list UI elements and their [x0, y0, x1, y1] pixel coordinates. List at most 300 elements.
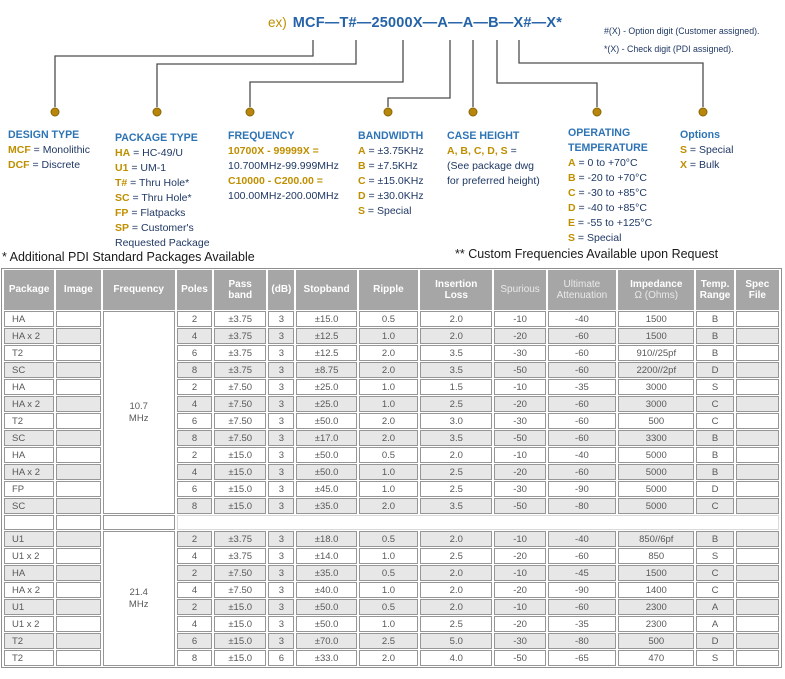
cell-db: 3: [268, 633, 294, 649]
cell-spec-file: [736, 633, 779, 649]
cell-spurious: -10: [494, 565, 545, 581]
cell-db: 3: [268, 447, 294, 463]
cell-db: 6: [268, 650, 294, 666]
legend-item: [228, 144, 339, 159]
cell-ultimate-attenuation: -60: [548, 345, 616, 361]
cell-passband: ±3.75: [214, 531, 266, 547]
legend-item: [568, 201, 652, 216]
cell-package: U1 x 2: [4, 616, 54, 632]
cell-spurious: -30: [494, 633, 545, 649]
cell-ripple: 1.0: [359, 582, 418, 598]
cell-impedance: 3300: [618, 430, 694, 446]
header-line-1: (dB): [271, 284, 292, 296]
legend-item: [568, 156, 652, 171]
cell-ultimate-attenuation: -60: [548, 396, 616, 412]
header-line-1: Pass: [228, 278, 252, 290]
cell-stopband: ±8.75: [296, 362, 356, 378]
cell-db: 3: [268, 498, 294, 514]
cell-ultimate-attenuation: -65: [548, 650, 616, 666]
cell-spec-file: [736, 616, 779, 632]
cell-spurious: -50: [494, 498, 545, 514]
cell-frequency: [103, 531, 175, 666]
category-options: [680, 128, 733, 173]
cell-temp-range: B: [696, 345, 733, 361]
cell-temp-range: C: [696, 565, 733, 581]
cell-passband: ±7.50: [214, 396, 266, 412]
cell-impedance: 1500: [618, 565, 694, 581]
legend-code: E: [568, 217, 576, 229]
cell-spec-file: [736, 379, 779, 395]
separator-row: [4, 515, 779, 530]
cell-temp-range: D: [696, 362, 733, 378]
cell-insertion-loss: 3.0: [420, 413, 492, 429]
cell-spurious: -30: [494, 481, 545, 497]
cell-spurious: -10: [494, 531, 545, 547]
category-package-type: [115, 131, 210, 251]
cell-package: T2: [4, 345, 54, 361]
legend-item: [447, 174, 540, 189]
cell-package: U1 x 2: [4, 548, 54, 564]
cell-ripple: 2.0: [359, 430, 418, 446]
legend-value: for preferred height): [447, 175, 540, 187]
cell-temp-range: C: [696, 396, 733, 412]
legend-value: = ±7.5KHz: [365, 160, 418, 172]
cell-insertion-loss: 2.0: [420, 599, 492, 615]
cell-ripple: 2.0: [359, 413, 418, 429]
cell-temp-range: A: [696, 599, 733, 615]
legend-value: = Special: [575, 232, 622, 244]
note-option-digit: #(X) - Option digit (Customer assigned).: [604, 26, 760, 36]
cell-package: HA x 2: [4, 582, 54, 598]
cell-impedance: 5000: [618, 447, 694, 463]
cell-ultimate-attenuation: -60: [548, 328, 616, 344]
cell-stopband: ±45.0: [296, 481, 356, 497]
legend-code: SC: [115, 192, 130, 204]
cell-image: [56, 481, 100, 497]
legend-item: [115, 236, 210, 251]
footnote-additional-packages: * Additional PDI Standard Packages Available: [2, 250, 255, 264]
cell-spurious: -10: [494, 447, 545, 463]
cell-poles: 4: [177, 616, 212, 632]
cell-poles: 8: [177, 650, 212, 666]
header-line-1: Insertion: [435, 278, 478, 290]
spec-table-body: [4, 311, 779, 666]
header-line-1: Ripple: [373, 284, 404, 296]
cell-package: U1: [4, 599, 54, 615]
category-title: DESIGN TYPE: [8, 129, 80, 141]
cell-package: HA: [4, 379, 54, 395]
legend-code: X: [680, 159, 688, 171]
cell-impedance: 1400: [618, 582, 694, 598]
legend-value: =: [507, 145, 517, 157]
legend-code: HA: [115, 147, 131, 159]
connector-dot: [384, 108, 392, 116]
legend-value: = -40 to +85°C: [575, 202, 647, 214]
cell-spec-file: [736, 328, 779, 344]
category-title: Options: [680, 129, 721, 141]
cell-stopband: ±15.0: [296, 311, 356, 327]
legend-item: [115, 146, 210, 161]
cell-stopband: ±50.0: [296, 447, 356, 463]
cell-insertion-loss: 2.0: [420, 311, 492, 327]
cell-image: [56, 328, 100, 344]
connector-dot: [51, 108, 59, 116]
cell-ultimate-attenuation: -60: [548, 430, 616, 446]
header-line-1: Frequency: [113, 284, 164, 296]
part-number-diagram: [0, 0, 785, 248]
legend-code: S: [358, 205, 366, 217]
cell-insertion-loss: 5.0: [420, 633, 492, 649]
cell-image: [56, 464, 100, 480]
cell-stopband: ±14.0: [296, 548, 356, 564]
legend-value: = Bulk: [687, 159, 720, 171]
cell-poles: 4: [177, 582, 212, 598]
cell-spec-file: [736, 396, 779, 412]
category-operating-temperature: [568, 126, 652, 246]
cell-spurious: -20: [494, 548, 545, 564]
cell-passband: ±15.0: [214, 447, 266, 463]
legend-item: [680, 143, 733, 158]
cell-package: HA: [4, 311, 54, 327]
cell-spec-file: [736, 650, 779, 666]
col-header-insertion-loss: [420, 270, 492, 310]
cell-insertion-loss: 2.5: [420, 616, 492, 632]
cell-poles: 6: [177, 481, 212, 497]
cell-temp-range: S: [696, 379, 733, 395]
cell-ripple: 1.0: [359, 396, 418, 412]
cell-poles: 6: [177, 345, 212, 361]
cell-stopband: ±18.0: [296, 531, 356, 547]
part-number-notes: [604, 22, 759, 58]
legend-item: [358, 189, 424, 204]
legend-value: = Thru Hole*: [129, 192, 192, 204]
cell-spec-file: [736, 311, 779, 327]
cell-db: 3: [268, 464, 294, 480]
cell-ripple: 1.0: [359, 548, 418, 564]
legend-code: 10700X - 99999X =: [228, 145, 319, 157]
legend-value: = HC-49/U: [130, 147, 183, 159]
cell-poles: 2: [177, 565, 212, 581]
legend-item: [568, 171, 652, 186]
cell-spec-file: [736, 447, 779, 463]
cell-ultimate-attenuation: -80: [548, 633, 616, 649]
legend-item: [115, 176, 210, 191]
legend-value: = Customer's: [129, 222, 194, 234]
cell-ultimate-attenuation: -45: [548, 565, 616, 581]
cell-temp-range: B: [696, 328, 733, 344]
cell-db: 3: [268, 362, 294, 378]
cell-ripple: 2.0: [359, 498, 418, 514]
cell-stopband: ±70.0: [296, 633, 356, 649]
header-line-2: band: [228, 290, 253, 301]
cell-insertion-loss: 3.5: [420, 498, 492, 514]
cell-poles: 8: [177, 430, 212, 446]
cell-stopband: ±17.0: [296, 430, 356, 446]
legend-value: = Special: [365, 205, 412, 217]
cell-insertion-loss: 2.0: [420, 447, 492, 463]
cell-insertion-loss: 3.5: [420, 362, 492, 378]
col-header-spec-file: [736, 270, 779, 310]
legend-value: = Special: [687, 144, 734, 156]
header-line-1: Ultimate: [563, 278, 601, 290]
cell-temp-range: D: [696, 481, 733, 497]
cell-poles: 4: [177, 328, 212, 344]
cell-image: [56, 531, 100, 547]
cell-impedance: 2200//2pf: [618, 362, 694, 378]
cell-stopband: ±35.0: [296, 565, 356, 581]
cell-ultimate-attenuation: -40: [548, 531, 616, 547]
cell-spurious: -20: [494, 582, 545, 598]
cell-spurious: -50: [494, 362, 545, 378]
header-row: [4, 270, 779, 310]
cell-passband: ±3.75: [214, 362, 266, 378]
cell-image: [56, 345, 100, 361]
cell-image: [56, 498, 100, 514]
legend-value: = -55 to +125°C: [575, 217, 653, 229]
cell-spec-file: [736, 464, 779, 480]
cell-ultimate-attenuation: -60: [548, 413, 616, 429]
legend-value: = ±15.0KHz: [365, 175, 424, 187]
col-header-db: [268, 270, 294, 310]
cell-db: 3: [268, 345, 294, 361]
cell-package: SC: [4, 498, 54, 514]
legend-item: [568, 231, 652, 246]
legend-code: D: [568, 202, 576, 214]
legend-code: C: [358, 175, 366, 187]
spec-table: [1, 268, 782, 668]
legend-item: [680, 158, 733, 173]
cell-package: SC: [4, 430, 54, 446]
cell-spurious: -20: [494, 328, 545, 344]
connector-package-type: [157, 40, 356, 107]
legend-value: 10.700MHz-99.999MHz: [228, 160, 339, 172]
cell-spurious: -30: [494, 413, 545, 429]
col-header-ripple: [359, 270, 418, 310]
legend-code: S: [568, 232, 576, 244]
cell-frequency: [103, 311, 175, 514]
cell-ultimate-attenuation: -35: [548, 379, 616, 395]
legend-value: = ±3.75KHz: [365, 145, 424, 157]
legend-item: [358, 159, 424, 174]
legend-item: [8, 158, 90, 173]
legend-value: 100.00MHz-200.00MHz: [228, 190, 339, 202]
cell-package: [4, 515, 54, 530]
cell-package: FP: [4, 481, 54, 497]
cell-ultimate-attenuation: -60: [548, 362, 616, 378]
header-line-2: Attenuation: [556, 290, 608, 301]
cell-ultimate-attenuation: -60: [548, 599, 616, 615]
legend-value: = Monolithic: [30, 144, 90, 156]
cell-db: 3: [268, 565, 294, 581]
legend-value: = ±30.0KHz: [365, 190, 424, 202]
cell-ultimate-attenuation: -40: [548, 311, 616, 327]
col-header-ultimate-attenuation: [548, 270, 616, 310]
cell-passband: ±3.75: [214, 548, 266, 564]
cell-ultimate-attenuation: -60: [548, 464, 616, 480]
legend-code: T#: [115, 177, 128, 189]
note-check-digit: *(X) - Check digit (PDI assigned).: [604, 44, 734, 54]
cell-package: HA x 2: [4, 464, 54, 480]
cell-impedance: 5000: [618, 464, 694, 480]
cell-db: 3: [268, 430, 294, 446]
cell-passband: ±7.50: [214, 379, 266, 395]
cell-stopband: ±12.5: [296, 328, 356, 344]
frequency-line: 21.4: [129, 586, 148, 598]
cell-temp-range: C: [696, 413, 733, 429]
cell-db: 3: [268, 311, 294, 327]
cell-impedance: 850//6pf: [618, 531, 694, 547]
cell-poles: 6: [177, 633, 212, 649]
cell-spec-file: [736, 565, 779, 581]
legend-item: [358, 174, 424, 189]
legend-item: [115, 191, 210, 206]
header-line-1: Spec: [745, 278, 770, 290]
cell-temp-range: A: [696, 616, 733, 632]
cell-image: [56, 379, 100, 395]
cell-ripple: 0.5: [359, 531, 418, 547]
category-title: PACKAGE TYPE: [115, 132, 198, 144]
cell-impedance: 3000: [618, 379, 694, 395]
cell-ripple: 0.5: [359, 599, 418, 615]
cell-insertion-loss: 2.5: [420, 396, 492, 412]
cell-spurious: -50: [494, 650, 545, 666]
cell-stopband: ±50.0: [296, 464, 356, 480]
connector-op-temp: [497, 40, 597, 107]
cell-stopband: ±50.0: [296, 616, 356, 632]
cell-ripple: 1.0: [359, 481, 418, 497]
cell-db: 3: [268, 548, 294, 564]
cell-image: [56, 413, 100, 429]
cell-poles: 2: [177, 311, 212, 327]
legend-code: C: [568, 187, 576, 199]
cell-db: 3: [268, 396, 294, 412]
category-bandwidth: [358, 129, 424, 219]
cell-spurious: -30: [494, 345, 545, 361]
category-case-height: [447, 129, 540, 189]
cell-impedance: 910//25pf: [618, 345, 694, 361]
cell-spec-file: [736, 582, 779, 598]
legend-code: SP: [115, 222, 130, 234]
legend-item: [568, 216, 652, 231]
cell-image: [56, 311, 100, 327]
cell-stopband: ±50.0: [296, 599, 356, 615]
cell-ripple: 1.0: [359, 464, 418, 480]
header-line-2: Ω (Ohms): [634, 290, 679, 301]
cell-passband: ±7.50: [214, 430, 266, 446]
cell-db: 3: [268, 413, 294, 429]
cell-impedance: 500: [618, 633, 694, 649]
cell-stopband: ±25.0: [296, 396, 356, 412]
cell-ultimate-attenuation: -40: [548, 447, 616, 463]
header-line-1: Spurious: [500, 284, 540, 296]
cell-spurious: -20: [494, 464, 545, 480]
cell-passband: ±3.75: [214, 328, 266, 344]
cell-insertion-loss: 2.0: [420, 531, 492, 547]
cell-passband: ±15.0: [214, 481, 266, 497]
legend-item: [228, 189, 339, 204]
cell-impedance: 1500: [618, 328, 694, 344]
cell-impedance: 500: [618, 413, 694, 429]
cell-stopband: ±12.5: [296, 345, 356, 361]
cell-stopband: ±25.0: [296, 379, 356, 395]
example-prefix: ex): [268, 15, 287, 30]
legend-value: = UM-1: [128, 162, 167, 174]
cell-poles: 2: [177, 531, 212, 547]
header-line-2: Range: [699, 290, 731, 301]
cell-insertion-loss: 3.5: [420, 345, 492, 361]
legend-code: MCF: [8, 144, 31, 156]
legend-code: A: [568, 157, 576, 169]
cell-ultimate-attenuation: -90: [548, 481, 616, 497]
cell-impedance: 2300: [618, 599, 694, 615]
cell-image: [56, 515, 100, 530]
connector-dot: [153, 108, 161, 116]
cell-poles: 2: [177, 599, 212, 615]
legend-code: FP: [115, 207, 129, 219]
part-number-line: [268, 14, 562, 32]
cell-image: [56, 396, 100, 412]
spec-table-header: [4, 270, 779, 310]
legend-code: B: [358, 160, 366, 172]
col-header-spurious: [494, 270, 545, 310]
cell-passband: ±7.50: [214, 413, 266, 429]
cell-temp-range: D: [696, 633, 733, 649]
cell-spec-file: [736, 531, 779, 547]
category-design-type: [8, 128, 90, 173]
cell-passband: ±15.0: [214, 464, 266, 480]
cell-temp-range: S: [696, 650, 733, 666]
legend-item: [115, 206, 210, 221]
connector-frequency: [250, 40, 403, 107]
header-line-1: Stopband: [303, 284, 350, 296]
cell-spec-file: [736, 548, 779, 564]
legend-item: [568, 186, 652, 201]
legend-value: = Thru Hole*: [127, 177, 190, 189]
col-header-frequency: [103, 270, 175, 310]
cell-poles: 8: [177, 362, 212, 378]
cell-ultimate-attenuation: -35: [548, 616, 616, 632]
frequency-line: MHz: [128, 412, 149, 424]
cell-insertion-loss: 4.0: [420, 650, 492, 666]
cell-spurious: -10: [494, 311, 545, 327]
table-row: [4, 311, 779, 327]
cell-insertion-loss: 2.5: [420, 464, 492, 480]
col-header-temp-range: [696, 270, 733, 310]
category-frequency: [228, 129, 339, 204]
cell-image: [56, 565, 100, 581]
cell-insertion-loss: 2.0: [420, 582, 492, 598]
legend-value: (See package dwg: [447, 160, 534, 172]
cell-passband: ±7.50: [214, 565, 266, 581]
cell-package: T2: [4, 650, 54, 666]
cell-temp-range: B: [696, 430, 733, 446]
legend-value: = -20 to +70°C: [575, 172, 647, 184]
cell-separator-span: [177, 515, 779, 530]
cell-temp-range: B: [696, 447, 733, 463]
cell-ripple: 0.5: [359, 447, 418, 463]
header-line-1: Temp.: [700, 278, 730, 290]
cell-db: 3: [268, 379, 294, 395]
cell-impedance: 1500: [618, 311, 694, 327]
legend-code: C10000 - C200.00 =: [228, 175, 323, 187]
cell-db: 3: [268, 328, 294, 344]
legend-value: = -30 to +85°C: [575, 187, 647, 199]
cell-ripple: 2.0: [359, 345, 418, 361]
connector-bandwidth: [388, 40, 450, 107]
col-header-stopband: [296, 270, 356, 310]
cell-poles: 4: [177, 396, 212, 412]
cell-package: SC: [4, 362, 54, 378]
